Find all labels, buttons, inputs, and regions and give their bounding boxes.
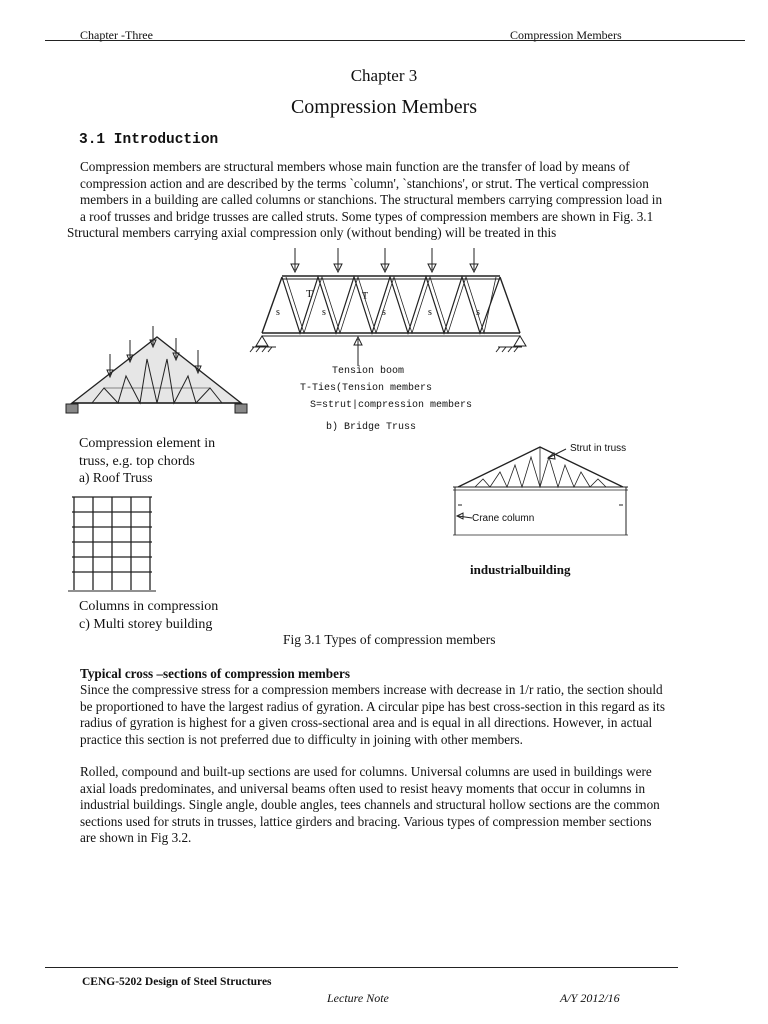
chapter-label: Chapter 3: [350, 66, 418, 85]
section-heading-introduction: 3.1 Introduction: [79, 132, 219, 148]
header-section: Compression Members: [510, 28, 622, 42]
header-chapter: Chapter -Three: [80, 28, 153, 42]
ties-label: T-Ties(Tension members: [300, 383, 433, 394]
industrial-building-caption: industrialbuilding: [470, 562, 571, 577]
intro-line: members in a building are called columns or stanchions. The structural members carrying compression load in: [80, 192, 663, 207]
multi-caption-line: Columns in compression: [79, 599, 219, 614]
cross-sections-paragraph-2: [80, 764, 660, 847]
strut-label: S=strut|compression members: [310, 400, 473, 411]
intro-line: a roof trusses and bridge trusses are called struts. Some types of compression members are shown in Fig. 3.1: [80, 208, 654, 224]
cross-para-line: Rolled, compound and built-up sections are used for columns. Universal columns are used in buildings were: [80, 764, 652, 779]
intro-line: compression action and are described by the terms `column', `stanchions', or strut. The vertical compression: [80, 175, 649, 191]
bridge-member-s-label: s: [476, 307, 480, 318]
footer-year: A/Y 2012/16: [560, 991, 620, 1005]
bridge-member-s-label: s: [428, 307, 432, 318]
footer-lecture-note: Lecture Note: [327, 991, 389, 1005]
bridge-member-t-label: T: [362, 291, 369, 302]
cross-para-line: are shown in Fig 3.2.: [80, 830, 192, 845]
bridge-member-s-label: s: [276, 307, 280, 318]
multi-storey-caption: [79, 598, 218, 634]
cross-para-line: industrial buildings. Single angle, double angles, tees channels and structural hollow sections are the common: [80, 797, 660, 812]
cross-para-line: sections used for struts in trusses, lattice girders and bracing. Various types of compression member sections: [80, 813, 652, 829]
chapter-title: Compression Members: [290, 96, 478, 118]
bridge-truss-caption: b) Bridge Truss: [326, 422, 417, 433]
bridge-member-t-label: T: [306, 288, 313, 300]
roof-truss-sublabel: a) Roof Truss: [79, 470, 153, 485]
cross-para-line: be proportioned to have the largest radius of gyration. A circular pipe has best cross-section in this regard as its: [80, 698, 665, 714]
intro-line: Compression members are structural members whose main function are the transfer of load by means of: [80, 159, 630, 174]
figure-caption: Fig 3.1 Types of compression members: [283, 632, 496, 647]
axial-compression-line: Structural members carrying axial compression only (without bending) will be treated in this: [67, 225, 557, 240]
cross-para-line: axial loads predominates, and universal beams often used to resist heavy moments that occur in columns in: [80, 780, 646, 796]
footer-course: CENG-5202 Design of Steel Structures: [82, 976, 272, 988]
strut-in-truss-label: Strut in truss: [570, 443, 627, 454]
footer-rule: [45, 967, 678, 968]
cross-sections-heading: Typical cross –sections of compression members: [80, 666, 350, 681]
crane-column-label: Crane column: [472, 513, 535, 524]
cross-para-line: Since the compressive stress for a compression members increase with decrease in 1/r ratio, the section should: [80, 682, 663, 697]
bridge-member-s-label: s: [382, 307, 386, 318]
cross-para-line: radius of gyration is highest for a given cross-sectional area and is equal in all directions. However, in actual: [80, 715, 653, 730]
cross-para-line: practice this section is not preferred due to difficulty in joining with other members.: [80, 731, 523, 747]
tension-boom-label: Tension boom: [332, 366, 405, 377]
roof-caption-line: truss, e.g. top chords: [79, 454, 195, 469]
cross-sections-paragraph-1: [80, 682, 665, 748]
bridge-member-s-label: s: [322, 307, 326, 318]
roof-caption-line: Compression element in: [79, 436, 216, 451]
multi-caption-line: c) Multi storey building: [79, 617, 213, 632]
